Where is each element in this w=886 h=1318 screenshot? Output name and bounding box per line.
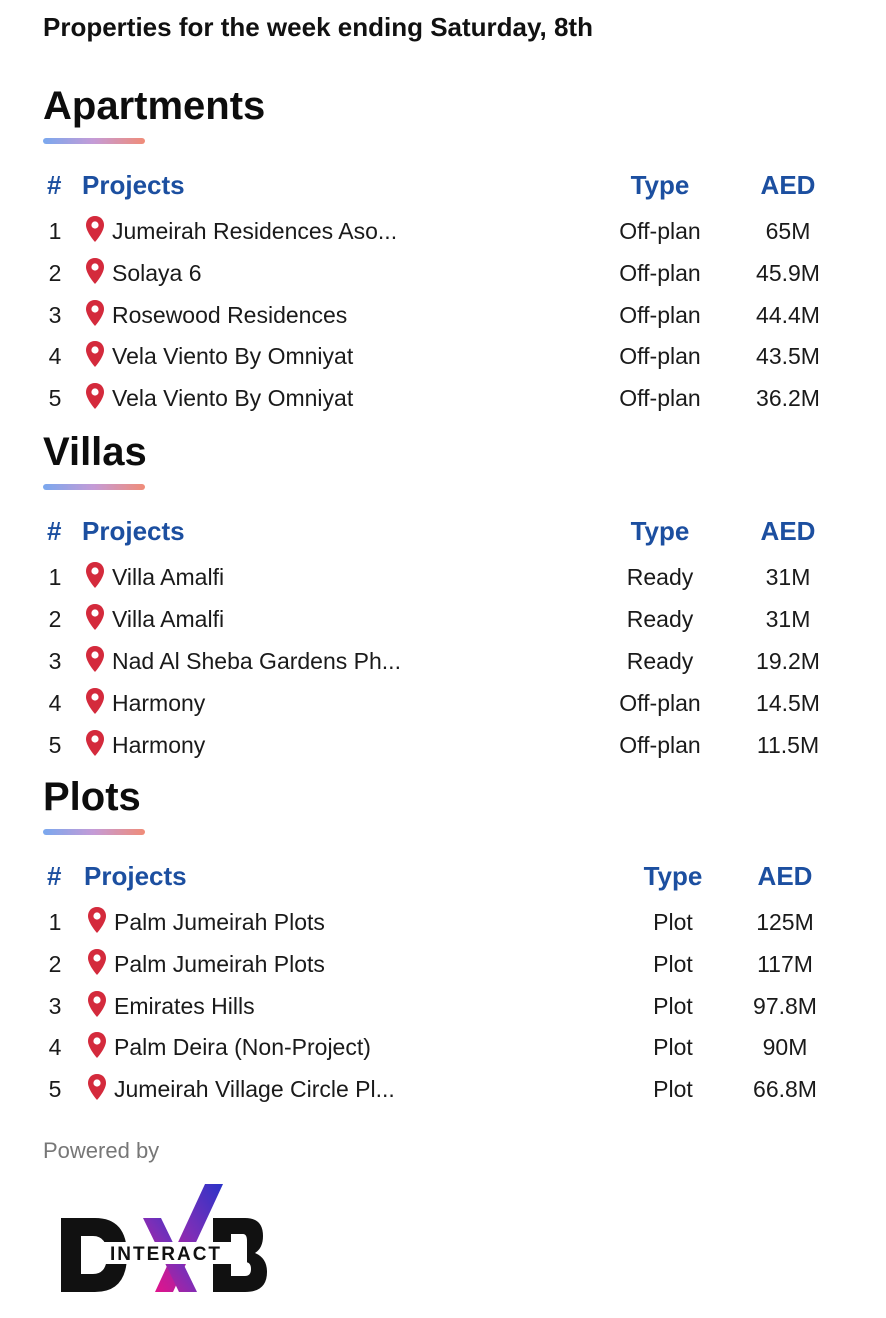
column-header-type: Type bbox=[643, 861, 703, 891]
table-row[interactable] bbox=[0, 257, 886, 299]
section-title: Apartments bbox=[43, 84, 266, 128]
project-name[interactable]: Harmony bbox=[112, 690, 206, 716]
project-price: 65M bbox=[765, 218, 811, 244]
row-rank: 2 bbox=[48, 950, 62, 977]
project-price: 31M bbox=[765, 564, 811, 590]
project-name[interactable]: Solaya 6 bbox=[112, 259, 202, 286]
project-name[interactable]: Harmony bbox=[112, 732, 206, 758]
table-row[interactable] bbox=[0, 382, 886, 424]
project-name[interactable]: Emirates Hills bbox=[114, 992, 255, 1019]
map-pin-icon bbox=[84, 687, 106, 715]
table-row[interactable] bbox=[0, 215, 886, 257]
project-price: 31M bbox=[765, 606, 811, 632]
project-name[interactable]: Palm Deira (Non-Project) bbox=[114, 1034, 371, 1061]
project-price: 125M bbox=[756, 909, 814, 935]
section-underline bbox=[43, 829, 145, 835]
project-name[interactable]: Vela Viento By Omniyat bbox=[112, 343, 354, 370]
row-rank: 1 bbox=[48, 564, 62, 590]
section-underline bbox=[43, 138, 145, 144]
project-type: Plot bbox=[653, 1034, 693, 1061]
project-type: Off-plan bbox=[619, 385, 701, 412]
project-name[interactable]: Villa Amalfi bbox=[112, 564, 225, 590]
project-type: Plot bbox=[653, 1076, 693, 1103]
column-header-projects: Projects bbox=[82, 170, 185, 200]
table-row[interactable] bbox=[0, 603, 886, 645]
project-type: Off-plan bbox=[619, 259, 701, 286]
row-rank: 5 bbox=[48, 732, 62, 758]
table-row[interactable] bbox=[0, 561, 886, 603]
page-title: Properties for the week ending Saturday, 8th bbox=[43, 12, 593, 42]
section-underline bbox=[43, 484, 145, 490]
map-pin-icon bbox=[86, 948, 108, 976]
row-rank: 5 bbox=[48, 1076, 62, 1103]
project-name[interactable]: Jumeirah Residences Aso... bbox=[112, 218, 398, 244]
row-rank: 3 bbox=[48, 992, 62, 1019]
project-name[interactable]: Palm Jumeirah Plots bbox=[114, 909, 325, 935]
map-pin-icon bbox=[86, 906, 108, 934]
project-price: 97.8M bbox=[753, 992, 817, 1019]
map-pin-icon bbox=[84, 340, 106, 368]
column-header-aed: AED bbox=[760, 170, 816, 200]
row-rank: 3 bbox=[48, 648, 62, 674]
map-pin-icon bbox=[84, 257, 106, 285]
row-rank: 4 bbox=[48, 690, 62, 716]
table-row[interactable] bbox=[0, 948, 886, 990]
powered-by-label: Powered by bbox=[43, 1138, 160, 1163]
project-type: Off-plan bbox=[619, 301, 701, 328]
map-pin-icon bbox=[84, 382, 106, 410]
column-header-rank: # bbox=[47, 516, 62, 546]
map-pin-icon bbox=[86, 990, 108, 1018]
row-rank: 3 bbox=[48, 301, 62, 328]
column-header-rank: # bbox=[47, 861, 62, 891]
project-price: 66.8M bbox=[753, 1076, 817, 1103]
project-price: 19.2M bbox=[756, 648, 820, 674]
row-rank: 4 bbox=[48, 343, 62, 370]
map-pin-icon bbox=[84, 561, 106, 589]
project-price: 14.5M bbox=[756, 690, 820, 716]
row-rank: 5 bbox=[48, 385, 62, 412]
project-type: Off-plan bbox=[619, 218, 701, 244]
project-type: Off-plan bbox=[619, 690, 701, 716]
logo-wordmark: INTERACT bbox=[109, 1244, 223, 1265]
project-price: 11.5M bbox=[756, 732, 820, 758]
project-price: 44.4M bbox=[756, 301, 820, 328]
project-name[interactable]: Vela Viento By Omniyat bbox=[112, 385, 354, 412]
map-pin-icon bbox=[84, 299, 106, 327]
row-rank: 2 bbox=[48, 259, 62, 286]
map-pin-icon bbox=[84, 215, 106, 243]
project-price: 117M bbox=[757, 950, 813, 977]
row-rank: 4 bbox=[48, 1034, 62, 1061]
project-name[interactable]: Rosewood Residences bbox=[112, 301, 348, 328]
column-header-aed: AED bbox=[760, 516, 816, 546]
project-price: 45.9M bbox=[756, 259, 820, 286]
map-pin-icon bbox=[86, 1073, 108, 1101]
table-row[interactable] bbox=[0, 990, 886, 1032]
column-header-aed: AED bbox=[757, 861, 813, 891]
map-pin-icon bbox=[84, 645, 106, 673]
table-row[interactable] bbox=[0, 729, 886, 771]
project-type: Plot bbox=[653, 909, 693, 935]
table-row[interactable] bbox=[0, 687, 886, 729]
project-name[interactable]: Palm Jumeirah Plots bbox=[114, 950, 325, 977]
table-row[interactable] bbox=[0, 340, 886, 382]
project-type: Off-plan bbox=[619, 343, 701, 370]
column-header-type: Type bbox=[630, 170, 690, 200]
section-title: Villas bbox=[43, 430, 147, 474]
table-row[interactable] bbox=[0, 645, 886, 687]
section-title: Plots bbox=[43, 775, 141, 819]
project-name[interactable]: Villa Amalfi bbox=[112, 606, 225, 632]
map-pin-icon bbox=[84, 603, 106, 631]
project-price: 36.2M bbox=[756, 385, 820, 412]
project-type: Ready bbox=[626, 564, 694, 590]
project-type: Plot bbox=[653, 992, 693, 1019]
row-rank: 2 bbox=[48, 606, 62, 632]
project-price: 90M bbox=[762, 1034, 808, 1061]
project-type: Ready bbox=[626, 648, 694, 674]
project-price: 43.5M bbox=[756, 343, 820, 370]
project-name[interactable]: Nad Al Sheba Gardens Ph... bbox=[112, 648, 401, 674]
column-header-type: Type bbox=[630, 516, 690, 546]
dxb-interact-logo bbox=[55, 1180, 275, 1300]
table-row[interactable] bbox=[0, 1073, 886, 1115]
project-type: Plot bbox=[653, 950, 693, 977]
row-rank: 1 bbox=[48, 218, 62, 244]
project-name[interactable]: Jumeirah Village Circle Pl... bbox=[114, 1076, 395, 1103]
column-header-projects: Projects bbox=[82, 516, 185, 546]
row-rank: 1 bbox=[48, 909, 62, 935]
project-type: Off-plan bbox=[619, 732, 701, 758]
table-row[interactable] bbox=[0, 299, 886, 341]
project-type: Ready bbox=[626, 606, 694, 632]
map-pin-icon bbox=[86, 1031, 108, 1059]
table-row[interactable] bbox=[0, 1031, 886, 1073]
column-header-projects: Projects bbox=[84, 861, 187, 891]
map-pin-icon bbox=[84, 729, 106, 757]
table-row[interactable] bbox=[0, 906, 886, 948]
column-header-rank: # bbox=[47, 170, 62, 200]
